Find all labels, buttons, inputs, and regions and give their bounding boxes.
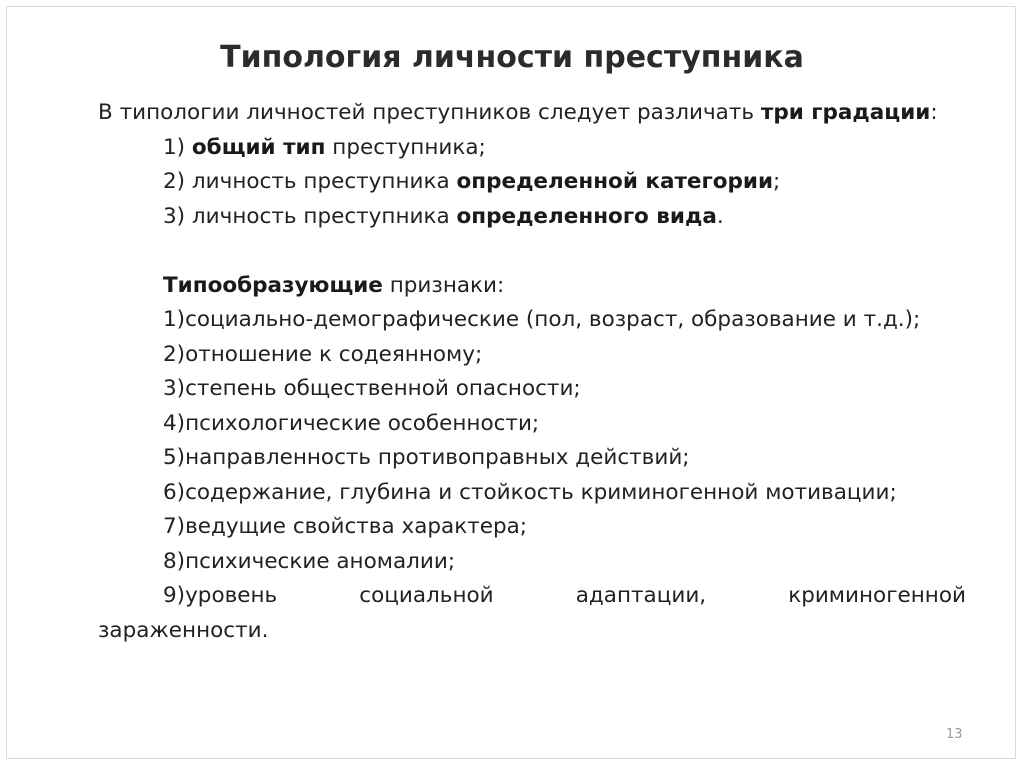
features-heading-bold: Типообразующие	[163, 272, 383, 298]
feature-item-5: 5)направленность противоправных действий;	[163, 445, 690, 470]
gradation-text: личность преступника	[191, 203, 457, 229]
features-heading-text: признаки:	[382, 272, 505, 298]
gradation-bold: общий тип	[191, 134, 326, 160]
gradation-suffix: ;	[773, 169, 781, 194]
gradation-item-2	[98, 165, 966, 200]
feature-item-1: 1)социально-демографические (пол, возраст, образование и т.д.);	[163, 307, 921, 332]
gradation-text: преступника;	[325, 134, 486, 160]
intro-line	[98, 96, 966, 131]
feature-9-word: криминогенной	[788, 583, 966, 608]
feature-item-4: 4)психологические особенности;	[163, 410, 540, 436]
feature-9-continuation: зараженности.	[98, 617, 269, 643]
intro-prefix: В типологии личностей преступников следует различать	[98, 100, 761, 125]
blank-line	[98, 234, 966, 269]
feature-9-word: 9)уровень	[163, 583, 278, 608]
intro-bold: три градации	[760, 100, 931, 125]
feature-item-7: 7)ведущие свойства характера;	[163, 514, 528, 539]
features-heading	[98, 269, 966, 304]
feature-item-6: 6)содержание, глубина и стойкость криминогенной мотивации;	[163, 479, 897, 505]
gradation-bold: определенного вида	[456, 203, 717, 229]
gradation-text: личность преступника	[191, 169, 457, 194]
gradation-number: 1)	[163, 134, 192, 160]
feature-item-2: 2)отношение к содеянному;	[163, 341, 483, 367]
intro-suffix: :	[930, 100, 938, 125]
slide-content	[98, 96, 966, 648]
gradation-number: 3)	[163, 203, 192, 229]
feature-9-word: адаптации,	[575, 583, 707, 608]
feature-item-8: 8)психические аномалии;	[163, 548, 456, 574]
gradation-item-3	[98, 200, 966, 235]
gradation-number: 2)	[163, 169, 192, 194]
page-number: 13	[946, 727, 963, 742]
feature-item-9	[98, 579, 966, 614]
gradation-item-1	[98, 131, 966, 166]
feature-9-word: социальной	[359, 583, 494, 608]
feature-item-3: 3)степень общественной опасности;	[163, 376, 581, 401]
gradation-suffix: .	[716, 203, 724, 229]
gradation-bold: определенной категории	[456, 169, 774, 194]
slide-title: Типология личности преступника	[220, 40, 804, 75]
